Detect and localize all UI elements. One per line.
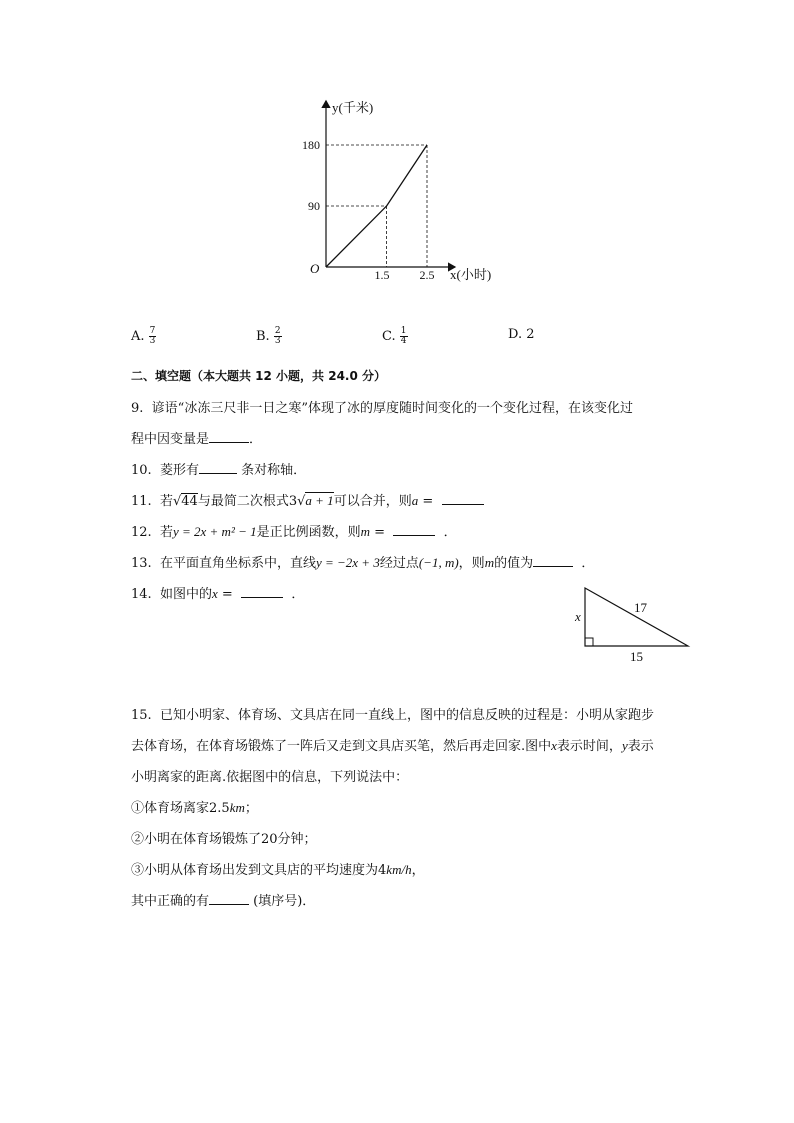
answer-blank-11[interactable] xyxy=(442,492,484,505)
hypotenuse-label: 17 xyxy=(634,600,647,615)
section-title: 二、填空题（本大题共 12 小题，共 24.0 分） xyxy=(131,369,387,383)
answer-blank-14[interactable] xyxy=(241,585,283,598)
y-tick-90: 90 xyxy=(308,199,320,213)
question-9-line2: 程中因变量是 ． xyxy=(131,432,263,447)
question-9-line1: 9. 谚语“冰冻三尺非一日之寒”体现了冰的厚度随时间变化的一个变化过程，在该变化过 xyxy=(131,401,633,416)
answer-blank-13[interactable] xyxy=(533,554,573,567)
y-tick-180: 180 xyxy=(302,138,320,152)
question-12: 12. 若y = 2x + m² − 1是正比例函数，则m = ． xyxy=(131,524,457,540)
option-c[interactable]: C. $\frac{1}{4}$ xyxy=(382,326,407,346)
x-tick-1-5: 1.5 xyxy=(374,268,390,282)
question-15-line1: 15. 已知小明家、体育场、文具店在同一直线上，图中的信息反映的过程是：小明从家跑步 xyxy=(131,708,654,723)
x-tick-2-5: 2.5 xyxy=(419,268,435,282)
side-x-label: x xyxy=(575,609,581,624)
y-axis-label: y(千米) xyxy=(332,100,374,115)
fraction-b: $\frac{2}{3}$ xyxy=(274,326,281,346)
right-triangle-diagram xyxy=(570,583,700,668)
option-a[interactable]: A. $\frac{7}{3}$ xyxy=(131,326,156,346)
question-14: 14. 如图中的x = ． xyxy=(131,586,305,602)
question-15-answer-line: 其中正确的有 (填序号)． xyxy=(131,894,316,909)
distance-time-graph xyxy=(300,95,510,290)
sqrt-symbol-icon: √ xyxy=(172,494,182,509)
option-d[interactable]: D. 2 xyxy=(508,327,535,342)
question-15-line3: 小明离家的距离.依据图中的信息，下列说法中： xyxy=(131,770,409,785)
origin-label: O xyxy=(310,261,320,276)
answer-blank-10[interactable] xyxy=(199,461,237,474)
answer-blank-12[interactable] xyxy=(393,523,435,536)
question-11: 11. 若√44与最简二次根式3√a + 1可以合并，则a = xyxy=(131,490,484,509)
base-label: 15 xyxy=(630,649,643,664)
triangle-shape xyxy=(585,588,688,646)
sqrt-symbol-icon: √ xyxy=(297,494,306,509)
question-15-item1: ①体育场离家2.5km； xyxy=(131,800,258,816)
question-15-item3: ③小明从体育场出发到文具店的平均速度为4km/h， xyxy=(131,862,425,878)
answer-blank-9[interactable] xyxy=(209,430,249,443)
right-angle-mark xyxy=(585,638,593,646)
question-10: 10. 菱形有 条对称轴． xyxy=(131,463,307,478)
answer-blank-15[interactable] xyxy=(209,892,249,905)
question-13: 13. 在平面直角坐标系中，直线y = −2x + 3经过点(−1, m)，则m的值为 ． xyxy=(131,555,595,571)
question-15-line2: 去体育场，在体育场锻炼了一阵后又走到文具店买笔，然后再走回家.图中x表示时间，y表示 xyxy=(131,738,654,754)
fraction-a: $\frac{7}{3}$ xyxy=(149,326,156,346)
x-axis-label: x(小时) xyxy=(450,267,492,282)
question-15-item2: ②小明在体育场锻炼了20分钟； xyxy=(131,832,317,847)
option-b[interactable]: B. $\frac{2}{3}$ xyxy=(256,326,281,346)
fraction-c: $\frac{1}{4}$ xyxy=(400,326,407,346)
